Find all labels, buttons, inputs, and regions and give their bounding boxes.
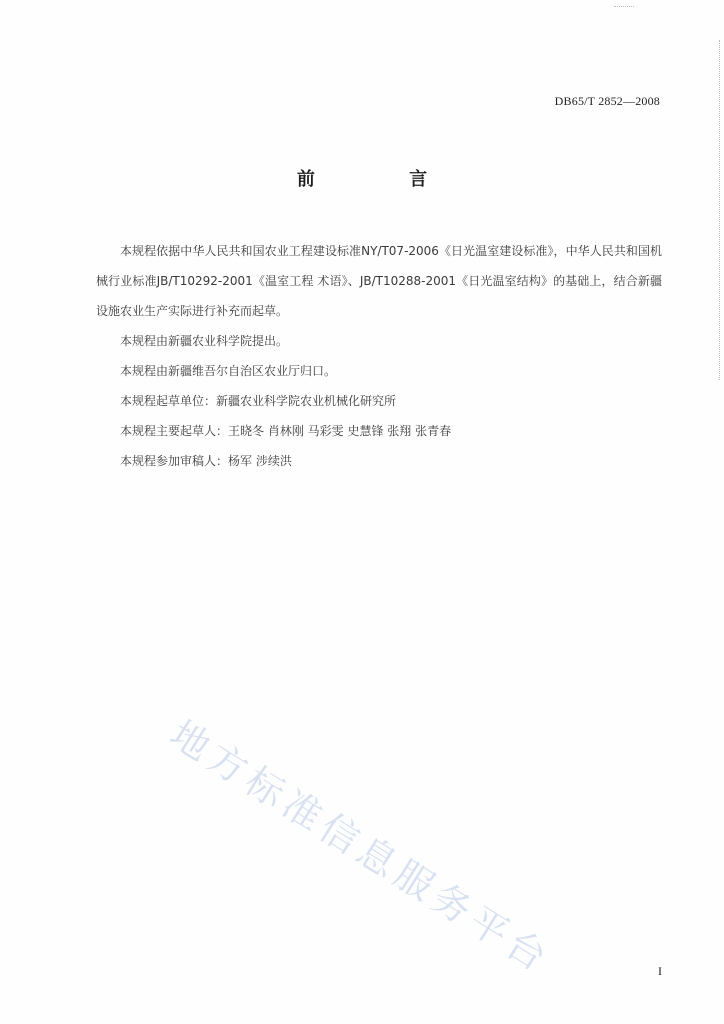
paragraph-drafting-unit: 本规程起草单位：新疆农业科学院农业机械化研究所 [120,394,397,408]
scan-margin-marks [709,40,720,380]
standard-code: DB65/T 2852—2008 [554,94,660,108]
paragraph-reviewers: 本规程参加审稿人：杨军 涉续洪 [120,454,292,468]
paragraph-main-drafters: 本规程主要起草人：王晓冬 肖林刚 马彩雯 史慧锋 张翔 张青春 [120,424,452,438]
document-body [96,236,662,476]
watermark: 地方标准信息服务平台 [162,711,559,983]
paragraph-administrator: 本规程由新疆维吾尔自治区农业厅归口。 [120,364,337,378]
page-title: 前 言 [296,169,472,190]
scan-mark [614,6,634,11]
page-number: I [658,964,662,978]
paragraph-proposer: 本规程由新疆农业科学院提出。 [120,334,289,348]
paragraph-basis: 本规程依据中华人民共和国农业工程建设标准NY/T07-2006《日光温室建设标准》，中华人民共和国机械行业标准JB/T10292-2001《温室工程 术语》、JB/T10288-2001《日光温室结构》的基础上，结合新疆设施农业生产实际进行补充而起草。 [96,244,662,318]
